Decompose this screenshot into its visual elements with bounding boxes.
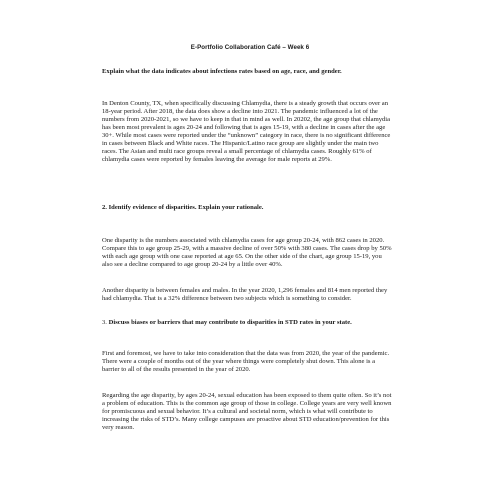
section-2-heading — [102, 204, 394, 212]
section-2-number: 2. — [102, 204, 107, 211]
section-3-number: 3. — [102, 319, 107, 326]
paragraph-data-analysis: In Denton County, TX, when specifically discussing Chlamydia, there is a steady growth that occurs over an 18-year period. After 2018, the data does show a decline into 2021. The pandemic influenced a lot of the numbers from 2020-2021, so we have to keep in that in mind as well. In 20202, the age group that chlamydia has been most prevalent is ages 20-24 and following that is ages 15-19, with a decline in cases after the age 30+. While most cases were reported under the “unknown” category in race, there is no significant difference in cases between Black and White races. The Hispanic/Latino race group are slightly under the main two races. The Asian and multi race groups reveal a small percentage of chlamydia cases. Roughly 61% of chlamydia cases were reported by females leaving the average for male reports at 29%. — [102, 100, 391, 164]
section-3-title: Discuss biases or barriers that may contribute to disparities in STD rates in your state. — [108, 319, 352, 326]
section-3-heading — [102, 319, 394, 327]
paragraph-pandemic-barrier: First and foremost, we have to take into consideration that the data was from 2020, the year of the pandemic. There were a couple of months out of the year where things were completely shut down. This alone is a barrier to all of the results presented in the year of 2020. — [102, 350, 390, 374]
page-title: E-Portfolio Collaboration Café – Week 6 — [190, 44, 310, 51]
question-heading: Explain what the data indicates about infections rates based on age, race, and gender. — [102, 68, 342, 75]
section-2-title: Identify evidence of disparities. Explain your rationale. — [108, 204, 264, 211]
paragraph-age-bias: Regarding the age disparity, by ages 20-24, sexual education has been exposed to them quite often. So it’s not a problem of education. This is the common age group of those in college. College years are very well known for promiscuous and sexual behavior. It’s a cultural and societal norm, which is what will contribute to increasing the risks of STD’s. Many college campuses are proactive about STD education/prevention for this very reason. — [102, 392, 392, 432]
paragraph-gender-disparity: Another disparity is between females and males. In the year 2020, 1,296 females and 814 men reported they had chlamydia. That is a 32% difference between two subjects which is something to consider. — [102, 287, 388, 303]
paragraph-age-disparity: One disparity is the numbers associated with chlamydia cases for age group 20-24, with 862 cases in 2020. Compare this to age group 25-29, with a massive decline of over 50% with 380 cases. The cases drop by 50% with each age group with one case reported at age 65. On the other side of the chart, age group 15-19, you also see a decline compared to age group 20-24 by a little over 40%. — [102, 237, 392, 269]
